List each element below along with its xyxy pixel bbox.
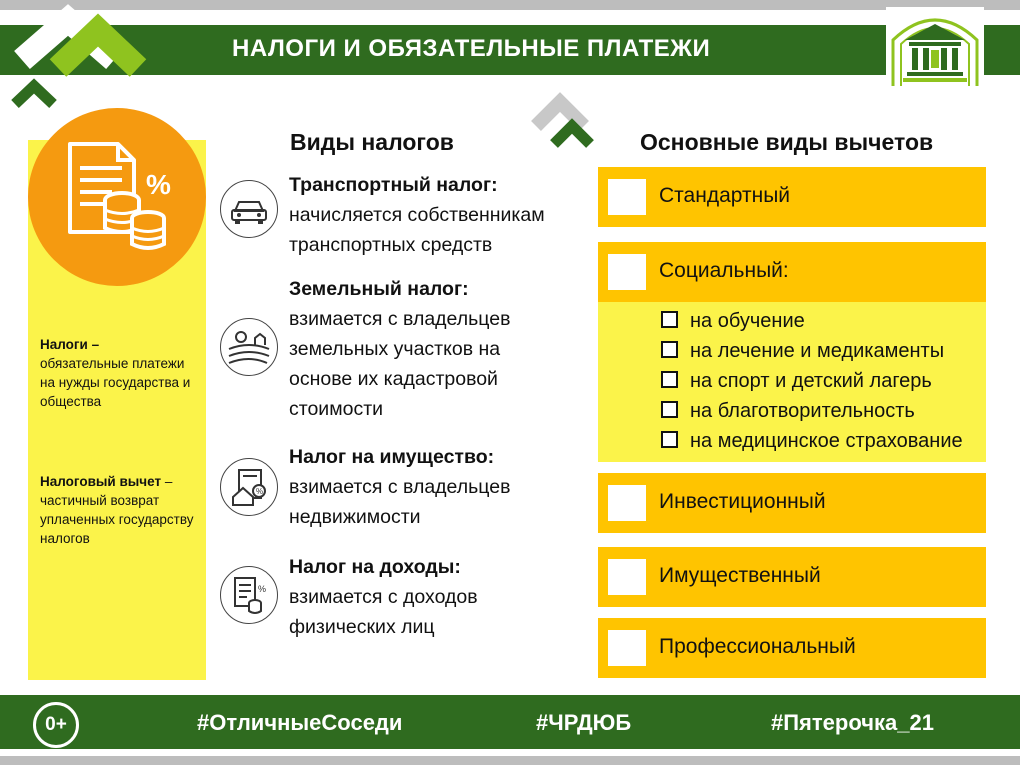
deduction-property-label: Имущественный (659, 564, 821, 587)
checkbox-icon (661, 431, 678, 448)
checkbox-square (608, 179, 646, 215)
tax-land-text: взимается с владельцев земельных участков на основе их кадастровой стоимости (289, 308, 511, 420)
property-icon (220, 458, 278, 516)
deductions-title: Основные виды вычетов (640, 129, 934, 155)
footer-gray-strip (0, 756, 1020, 765)
deduction-definition (40, 472, 200, 548)
checkbox-icon (661, 401, 678, 418)
deduction-definition-text: частичный возврат уплаченных государству налогов (40, 493, 194, 546)
chevron-decor-icon (524, 86, 604, 156)
taxes-definition-text: обязательные платежи на нужды государства и общества (40, 356, 191, 409)
list-item (661, 400, 915, 423)
list-item-label: на лечение и медикаменты (690, 340, 945, 362)
tax-land (289, 274, 589, 424)
checkbox-square (608, 630, 646, 666)
taxes-definition (40, 335, 200, 411)
deduction-social-label: Социальный: (659, 259, 789, 282)
list-item (661, 370, 932, 393)
svg-text:%: % (256, 487, 264, 496)
tax-income (289, 552, 589, 642)
list-item-label: на спорт и детский лагерь (690, 370, 932, 392)
tax-transport-title: Транспортный налог: (289, 174, 498, 196)
checkbox-icon (661, 311, 678, 328)
deduction-standard-label: Стандартный (659, 184, 791, 207)
deduction-definition-title: Налоговый вычет (40, 474, 162, 489)
income-document-icon (220, 566, 278, 624)
tax-types-title: Виды налогов (290, 129, 454, 155)
svg-text:%: % (146, 169, 171, 200)
checkbox-square (608, 559, 646, 595)
tax-land-title: Земельный налог: (289, 278, 469, 300)
tax-transport-text: начисляется собственникам транспортных средств (289, 204, 545, 256)
tax-property-title: Налог на имущество: (289, 446, 495, 468)
taxes-definition-title: Налоги – (40, 337, 100, 352)
checkbox-square (608, 485, 646, 521)
land-icon (220, 318, 278, 376)
social-subitems-list (598, 302, 986, 462)
checkbox-square (608, 254, 646, 290)
chevron-logo-icon (0, 0, 160, 115)
library-logo-icon (885, 6, 985, 90)
tax-income-title: Налог на доходы: (289, 556, 461, 578)
deduction-definition-dash: – (161, 474, 173, 489)
deduction-investment-label: Инвестиционный (659, 490, 826, 513)
list-item-label: на обучение (690, 310, 805, 332)
deduction-investment (598, 473, 986, 533)
list-item-label: на благотворительность (690, 400, 915, 422)
tax-property (289, 442, 589, 532)
tax-income-text: взимается с доходов физических лиц (289, 586, 478, 638)
deduction-professional-label: Профессиональный (659, 635, 856, 658)
svg-text:%: % (258, 584, 267, 594)
tax-property-text: взимается с владельцев недвижимости (289, 476, 511, 528)
car-icon (220, 180, 278, 238)
checkbox-icon (661, 371, 678, 388)
deduction-social (598, 242, 986, 302)
deduction-property (598, 547, 986, 607)
page-title: НАЛОГИ И ОБЯЗАТЕЛЬНЫЕ ПЛАТЕЖИ (232, 35, 711, 62)
tax-transport (289, 170, 589, 260)
age-rating-badge: 0+ (33, 702, 79, 748)
hashtag-1: #ОтличныеСоседи (197, 710, 403, 735)
hashtag-2: #ЧРДЮБ (536, 710, 632, 735)
deduction-professional (598, 618, 986, 678)
list-item (661, 430, 963, 453)
list-item-label: на медицинское страхование (690, 430, 963, 452)
deduction-standard (598, 167, 986, 227)
list-item (661, 340, 944, 363)
list-item (661, 310, 805, 333)
document-coins-icon (62, 140, 177, 255)
checkbox-icon (661, 341, 678, 358)
hashtag-3: #Пятерочка_21 (771, 710, 934, 735)
